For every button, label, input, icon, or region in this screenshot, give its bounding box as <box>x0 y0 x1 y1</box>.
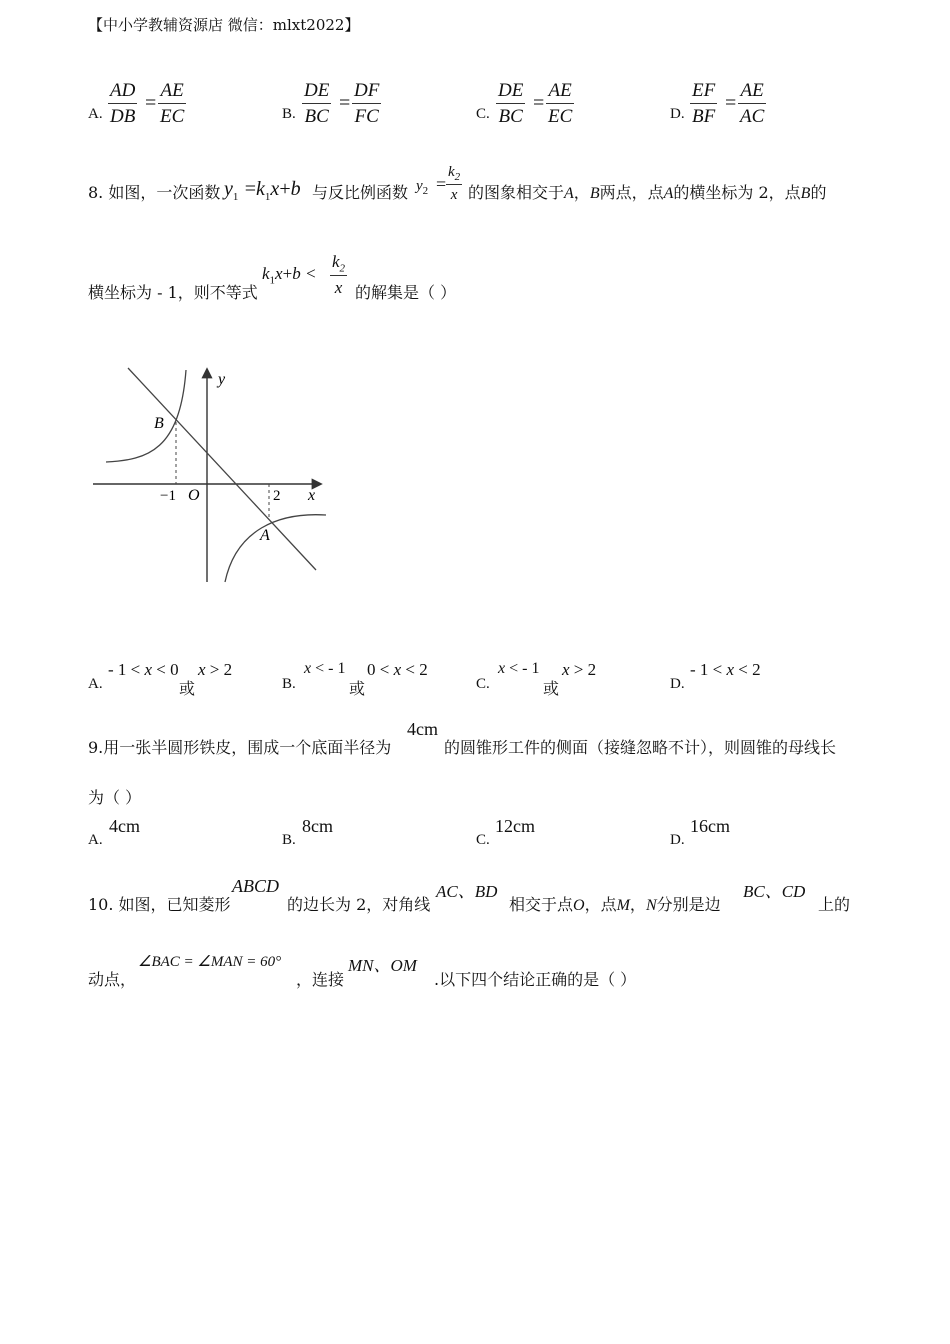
q8-inequality-left: $k_1x+b$ < <box>262 264 316 287</box>
q8-option-a-part1: - 1 < x < 0 <box>108 660 179 679</box>
q10-connect: MN、OM <box>348 956 417 975</box>
q8-option-c-part2: x > 2 <box>562 660 597 679</box>
q7-option-c-left-fraction: DE BC <box>498 80 524 127</box>
q7-option-b-label: B. <box>282 106 296 122</box>
q9-line-1: 9.用一张半圆形铁皮，围成一个底面半径为 <box>88 738 392 757</box>
q7-option-a-label: A. <box>88 106 103 122</box>
q8-option-d-label: D. <box>670 676 685 692</box>
q8-inequality-fraction: $k_2$ x <box>332 252 346 298</box>
q8-option-d-part1: - 1 < x < 2 <box>690 660 761 679</box>
q10-sides: BC、CD <box>743 882 806 901</box>
linear-line <box>128 368 316 570</box>
hyperbola-branch-upper <box>106 370 186 462</box>
q10-line-2a: 动点， <box>88 970 137 989</box>
q7-option-b-left-fraction: DE BC <box>304 80 330 127</box>
q7-option-c-right-fraction: AE EC <box>548 80 573 127</box>
q8-option-b-part1: x < - 1 <box>304 660 346 677</box>
page-header: 【中小学教辅资源店 微信：mlxt2022】 <box>88 16 360 34</box>
graph-label-b: B <box>154 415 164 432</box>
q9-line-2: 为（ ） <box>88 788 142 807</box>
q8-inverse-fraction: $k_2$ x <box>448 164 461 203</box>
q8-text-3: 的图象相交于A，B两点，点A的横坐标为 2，点B的 <box>468 183 827 202</box>
q10-line-1a: 10. 如图，已知菱形 <box>88 895 231 914</box>
q8-line-2: 横坐标为 - 1，则不等式 <box>88 283 258 302</box>
graph-label-minus-one: −1 <box>160 488 176 504</box>
q7-option-d-label: D. <box>670 106 685 122</box>
q7-option-d-left-fraction: EF BF <box>692 80 716 127</box>
q9-option-c: 12cm <box>495 816 535 836</box>
q8-text-2: 与反比例函数 <box>312 183 409 202</box>
q9-line-1b: 的圆锥形工件的侧面（接缝忽略不计），则圆锥的母线长 <box>444 738 837 757</box>
graph-label-two: 2 <box>273 488 281 504</box>
q8-option-b-part2: 0 < x < 2 <box>367 660 428 679</box>
graph-label-x: x <box>308 487 316 504</box>
q8-option-c-label: C. <box>476 676 490 692</box>
q7-option-b-right-fraction: DF FC <box>354 80 380 127</box>
q10-angle: ∠BAC = ∠MAN = 60° <box>138 954 282 970</box>
q8-inverse-function: $y_2$ <box>416 178 429 197</box>
q10-rhombus: ABCD <box>232 876 279 896</box>
graph-label-o: O <box>188 487 200 504</box>
q9-option-d: 16cm <box>690 816 730 836</box>
q7-option-d-right-fraction: AE AC <box>740 80 765 127</box>
q7-option-a-right-fraction: AE EC <box>160 80 185 127</box>
q8-line-1: 8. 如图，一次函数 <box>88 183 221 202</box>
q8-option-a-part2: x > 2 <box>198 660 233 679</box>
q8-option-a-label: A. <box>88 676 103 692</box>
q9-option-a: 4cm <box>109 816 140 836</box>
graph-label-y: y <box>218 371 226 388</box>
q8-option-b-label: B. <box>282 676 296 692</box>
q8-graph <box>88 360 338 590</box>
q7-option-c-label: C. <box>476 106 490 122</box>
q8-option-c-part1: x < - 1 <box>498 660 540 677</box>
q10-diagonals: AC、BD <box>436 882 498 901</box>
graph-label-a: A <box>260 527 270 544</box>
q9-radius-value: 4cm <box>407 719 438 739</box>
q8-linear-function: $y_1 =k_1x+b$ <box>224 178 301 203</box>
q9-option-b: 8cm <box>302 816 333 836</box>
q8-text-13: 的解集是（ ） <box>355 283 457 302</box>
hyperbola-branch-lower <box>225 515 326 582</box>
q7-option-a-left-fraction: AD DB <box>110 80 136 127</box>
